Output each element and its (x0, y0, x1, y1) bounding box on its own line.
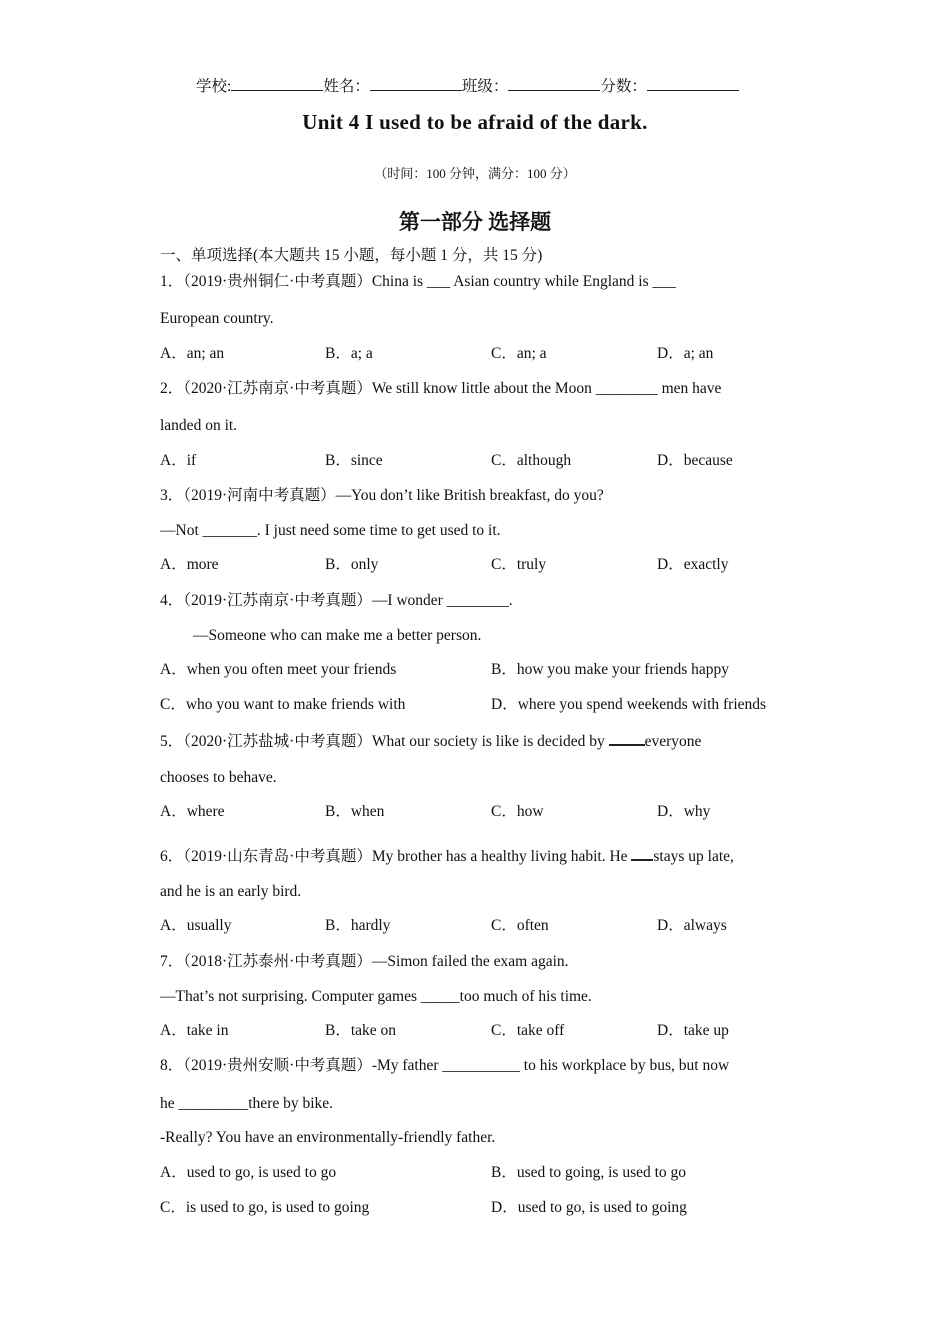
header-line (196, 76, 739, 97)
name-label: 姓名： (323, 78, 370, 95)
class-blank[interactable] (508, 76, 600, 91)
question-7-option-d[interactable]: D．take up (657, 1022, 729, 1039)
question-2-option-a[interactable]: A．if (160, 452, 197, 469)
name-blank[interactable] (370, 76, 462, 91)
question-5-option-c[interactable]: C．how (491, 803, 544, 820)
question-6-option-b[interactable]: B．hardly (325, 917, 391, 934)
question-8-option-c[interactable]: C．is used to go, is used to going (160, 1199, 370, 1216)
school-blank[interactable] (231, 76, 323, 91)
question-4-option-a[interactable]: A．when you often meet your friends (160, 661, 397, 678)
question-3-option-b[interactable]: B．only (325, 556, 379, 573)
question-5-stem-end: everyone (644, 733, 702, 750)
question-8-line2: he _________there by bike. (160, 1095, 334, 1112)
question-8-line1: 8．（2019·贵州安顺·中考真题）-My father __________ to his workplace by bus, but now (160, 1057, 730, 1074)
question-4-line2: —Someone who can make me a better person. (193, 627, 482, 644)
question-3-option-d[interactable]: D．exactly (657, 556, 729, 573)
question-3-line2: —Not _______. I just need some time to get used to it. (160, 522, 501, 539)
question-6-line2: and he is an early bird. (160, 883, 302, 900)
question-1-option-c[interactable]: C．an; a (491, 345, 547, 362)
question-4-option-d[interactable]: D．where you spend weekends with friends (491, 696, 767, 713)
class-label: 班级： (461, 78, 509, 95)
question-2-option-d[interactable]: D．because (657, 452, 733, 469)
question-6-line1 (160, 845, 734, 867)
question-6-blank[interactable] (631, 845, 653, 861)
page-title: Unit 4 I used to be afraid of the dark. (302, 110, 648, 134)
question-8-option-b[interactable]: B．used to going, is used to go (491, 1164, 687, 1181)
question-1-option-b[interactable]: B．a; a (325, 345, 373, 362)
question-8-option-a[interactable]: A．used to go, is used to go (160, 1164, 337, 1181)
question-4-option-b[interactable]: B．how you make your friends happy (491, 661, 730, 678)
question-6-stem-start: 6．（2019·山东青岛·中考真题）My brother has a healthy living habit. He (160, 848, 632, 865)
question-7-line1: 7．（2018·江苏泰州·中考真题）—Simon failed the exam again. (160, 953, 569, 970)
question-7-option-a[interactable]: A．take in (160, 1022, 229, 1039)
question-1-line1: 1．（2019·贵州铜仁·中考真题）China is ___ Asian country while England is ___ (160, 273, 676, 290)
question-6-option-d[interactable]: D．always (657, 917, 727, 934)
time-note: （时间：100 分钟，满分：100 分） (374, 166, 576, 181)
question-2-option-c[interactable]: C．although (491, 452, 572, 469)
question-7-option-b[interactable]: B．take on (325, 1022, 397, 1039)
question-5-line2: chooses to behave. (160, 769, 277, 786)
question-4-line1: 4．（2019·江苏南京·中考真题）—I wonder ________. (160, 592, 513, 609)
question-1-option-a[interactable]: A．an; an (160, 345, 225, 362)
question-5-option-b[interactable]: B．when (325, 803, 385, 820)
question-6-option-a[interactable]: A．usually (160, 917, 232, 934)
question-2-option-b[interactable]: B．since (325, 452, 383, 469)
question-5-line1 (160, 730, 701, 752)
section-title: 一、单项选择(本大题共 15 小题，每小题 1 分，共 15 分) (160, 247, 543, 264)
question-2-line2: landed on it. (160, 417, 238, 434)
question-5-option-d[interactable]: D．why (657, 803, 711, 820)
question-5-blank[interactable] (609, 730, 645, 746)
question-7-option-c[interactable]: C．take off (491, 1022, 565, 1039)
question-3-line1: 3．（2019·河南中考真题）—You don’t like British breakfast, do you? (160, 487, 604, 504)
question-5-option-a[interactable]: A．where (160, 803, 225, 820)
question-6-option-c[interactable]: C．often (491, 917, 549, 934)
question-4-option-c[interactable]: C．who you want to make friends with (160, 696, 406, 713)
question-5-stem-start: 5．（2020·江苏盐城·中考真题）What our society is like is decided by (160, 733, 609, 750)
question-8-line3: -Really? You have an environmentally-friendly father. (160, 1129, 496, 1146)
part-title: 第一部分 选择题 (398, 210, 552, 234)
school-label: 学校: (196, 78, 232, 95)
score-blank[interactable] (647, 76, 739, 91)
question-2-line1: 2．（2020·江苏南京·中考真题）We still know little about the Moon ________ men have (160, 380, 722, 397)
score-label: 分数： (600, 78, 647, 95)
question-6-stem-end: stays up late, (653, 848, 734, 865)
question-7-line2: —That’s not surprising. Computer games _____too much of his time. (160, 988, 592, 1005)
question-1-line2: European country. (160, 310, 274, 327)
question-8-option-d[interactable]: D．used to go, is used to going (491, 1199, 687, 1216)
question-3-option-a[interactable]: A．more (160, 556, 219, 573)
question-3-option-c[interactable]: C．truly (491, 556, 547, 573)
question-1-option-d[interactable]: D．a; an (657, 345, 714, 362)
